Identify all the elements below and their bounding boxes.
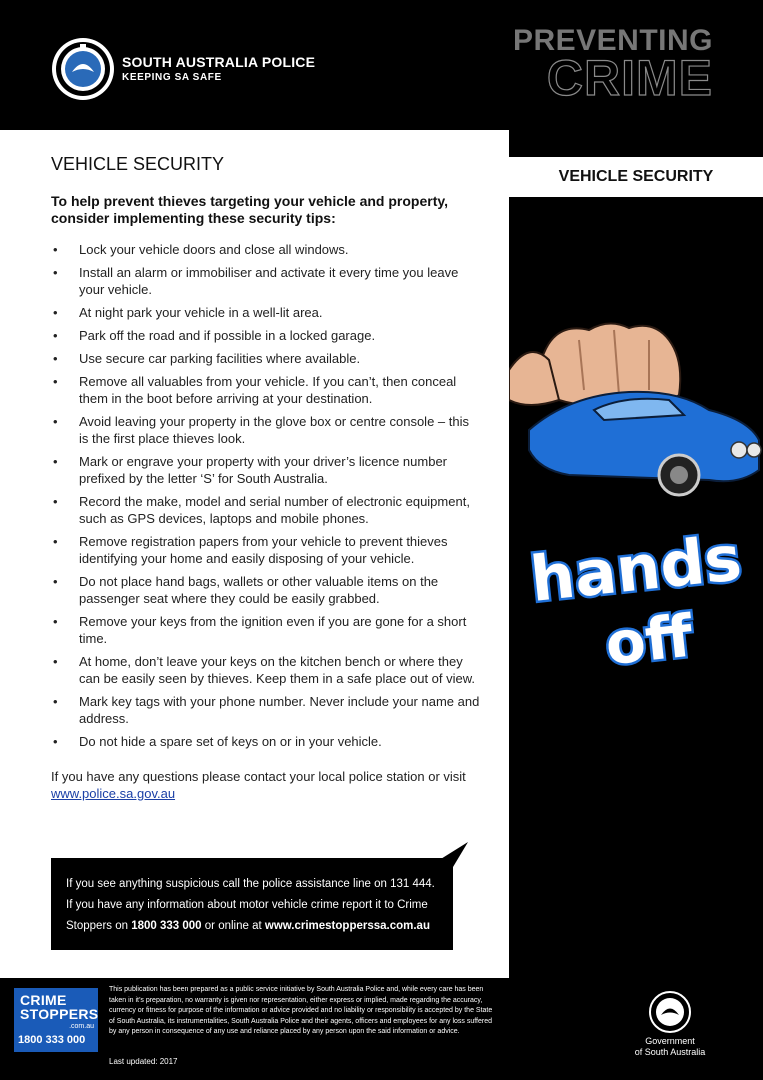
list-item: • Remove your keys from the ignition even if you are gone for a short time. bbox=[51, 613, 481, 647]
crime-stoppers-website[interactable]: www.crimestopperssa.com.au bbox=[264, 920, 430, 932]
page-header bbox=[0, 0, 763, 130]
sa-government-crest-icon bbox=[648, 990, 692, 1034]
list-item: • Do not place hand bags, wallets or other valuable items on the passenger seat where they could be easily grabbed. bbox=[51, 573, 481, 607]
security-tips-list bbox=[51, 241, 481, 750]
art-word-off: off bbox=[602, 601, 696, 679]
crime-stoppers-logo bbox=[14, 988, 98, 1052]
sidebar-title: VEHICLE SECURITY bbox=[558, 168, 714, 185]
cs-logo-line1: CRIME bbox=[20, 992, 67, 1008]
series-title-line2: CRIME bbox=[546, 50, 713, 106]
list-item: • Use secure car parking facilities where available. bbox=[51, 350, 481, 367]
list-item: • Park off the road and if possible in a locked garage. bbox=[51, 327, 481, 344]
sidebar-title-box bbox=[509, 157, 763, 197]
crime-stoppers-phone: 1800 333 000 bbox=[131, 920, 202, 932]
list-item: • At home, don’t leave your keys on the kitchen bench or where they can be easily seen by thieves. Keep them in a safe place out of view. bbox=[51, 653, 481, 687]
callout-line2-prefix: If you have any information about motor vehicle crime report it to Crime Stoppers on bbox=[66, 899, 428, 932]
cs-logo-phone: 1800 333 000 bbox=[18, 1034, 86, 1046]
gov-line2: of South Australia bbox=[634, 1047, 706, 1057]
sa-police-badge-icon bbox=[50, 36, 116, 102]
list-item: • Mark key tags with your phone number. Never include your name and address. bbox=[51, 693, 481, 727]
art-word-hands: hands bbox=[526, 521, 745, 616]
callout-line1: If you see anything suspicious call the police assistance line on 131 444. bbox=[66, 878, 435, 890]
contact-paragraph bbox=[51, 768, 481, 802]
page-title: VEHICLE SECURITY bbox=[51, 154, 225, 174]
list-item: • Remove all valuables from your vehicle. If you can’t, then conceal them in the boot before arriving at your destination. bbox=[51, 373, 481, 407]
main-content bbox=[51, 150, 481, 815]
list-item: • Do not hide a spare set of keys on or in your vehicle. bbox=[51, 733, 481, 750]
police-website-link[interactable]: www.police.sa.gov.au bbox=[51, 786, 176, 801]
list-item: • Record the make, model and serial number of electronic equipment, such as GPS devices, laptops and mobile phones. bbox=[51, 493, 481, 527]
callout-text bbox=[66, 874, 446, 937]
list-item: • Mark or engrave your property with your driver’s licence number prefixed by the letter ‘S’ for South Australia. bbox=[51, 453, 481, 487]
intro-text: To help prevent thieves targeting your vehicle and property, consider implementing these security tips: bbox=[51, 193, 449, 226]
callout-line2 bbox=[66, 895, 446, 937]
contact-text: If you have any questions please contact your local police station or visit bbox=[51, 769, 466, 784]
cs-logo-line2: STOPPERS bbox=[20, 1006, 99, 1022]
cs-logo-domain: .com.au bbox=[69, 1023, 94, 1030]
org-motto: KEEPING SA SAFE bbox=[122, 72, 222, 83]
hands-off-car-illustration bbox=[509, 300, 763, 680]
list-item: • Lock your vehicle doors and close all windows. bbox=[51, 241, 481, 258]
series-title-line1: PREVENTING bbox=[512, 24, 713, 57]
list-item: • Install an alarm or immobiliser and activate it every time you leave your vehicle. bbox=[51, 264, 481, 298]
list-item: • Avoid leaving your property in the glove box or centre console – this is the first place thieves look. bbox=[51, 413, 481, 447]
government-of-sa-text bbox=[610, 1036, 730, 1058]
list-item: • Remove registration papers from your vehicle to prevent thieves identifying your home and easily disposing of your vehicle. bbox=[51, 533, 481, 567]
disclaimer-text: This publication has been prepared as a public service initiative by South Australia Police and, while every care has been taken in it’s preparation, no warranty is given nor representation, either express or implied, made regarding the accuracy, currency or fitness for purpose of the information or advice provided and no liability or responsibility is accepted by the State of South Australia, its instrumentalities, South Australia Police and their agents, officers and employees for any loss suffered by any person in consequence of any use and reliance placed by any person upon the said information or advice. bbox=[109, 986, 493, 1035]
gov-line1: Government bbox=[645, 1036, 695, 1046]
last-updated: Last updated: 2017 bbox=[109, 1057, 178, 1066]
list-item: • At night park your vehicle in a well-lit area. bbox=[51, 304, 481, 321]
org-name: SOUTH AUSTRALIA POLICE bbox=[122, 54, 316, 70]
callout-line2-middle: or online at bbox=[201, 920, 265, 932]
